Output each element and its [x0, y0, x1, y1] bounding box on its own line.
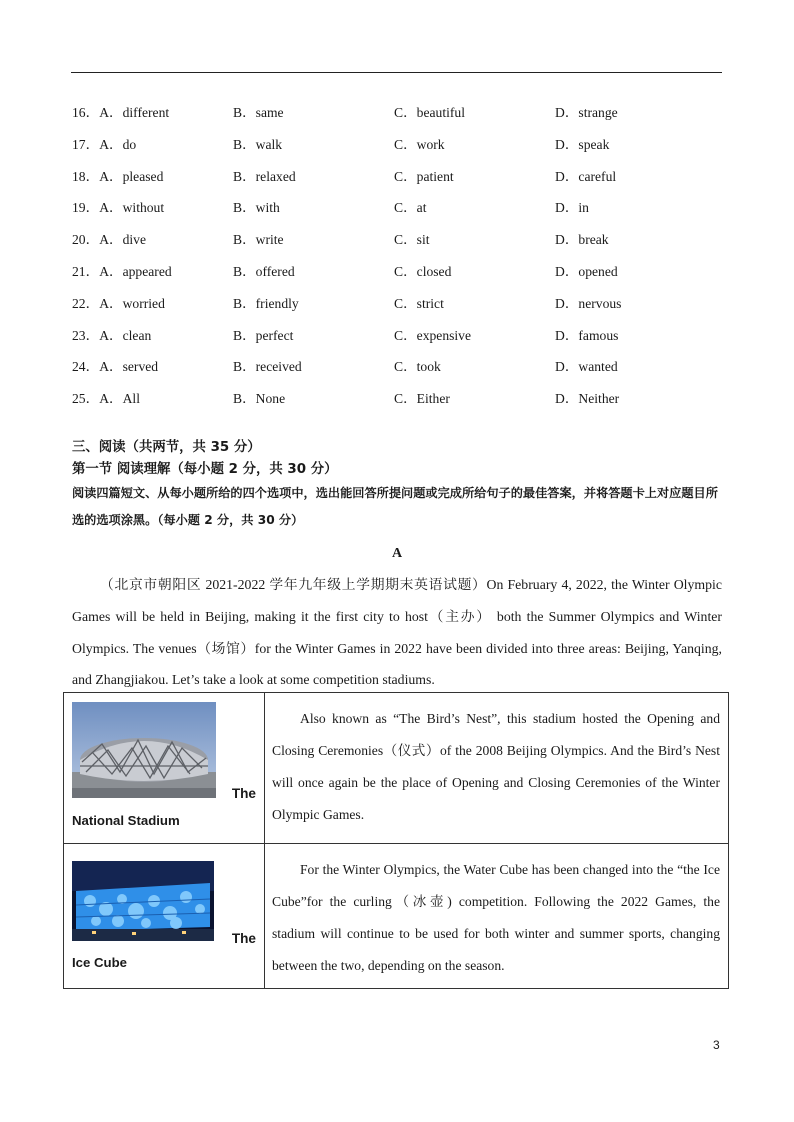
option-a-text: A．served	[99, 359, 159, 375]
question-number: 16．	[72, 105, 100, 120]
option-a-text: A．different	[99, 105, 170, 120]
option-b: B．received	[233, 359, 302, 375]
option-a	[72, 387, 140, 407]
option-d: D．strange	[555, 105, 618, 120]
question-number: 20．	[72, 232, 100, 248]
question-number: 23．	[72, 327, 100, 343]
option-d: D．break	[555, 232, 609, 248]
option-a	[72, 324, 151, 344]
option-c: C．sit	[394, 232, 430, 248]
option-d: D．famous	[555, 327, 619, 343]
question-row	[72, 131, 732, 163]
venue-the-label: The	[231, 931, 256, 946]
option-b: B．same	[233, 105, 284, 120]
option-b: B．walk	[233, 136, 283, 152]
question-row	[72, 163, 732, 195]
option-d: D．wanted	[555, 359, 618, 375]
question-row	[72, 385, 732, 417]
option-b: B．relaxed	[233, 168, 296, 184]
question-number: 24．	[72, 359, 100, 375]
option-d: D．Neither	[555, 391, 620, 407]
option-c: C．work	[394, 136, 445, 152]
option-a-text: A．pleased	[99, 168, 164, 184]
option-a-text: A．clean	[99, 327, 152, 343]
question-row	[72, 322, 732, 354]
option-a-text: A．dive	[99, 232, 147, 248]
option-a-text: A．worried	[99, 295, 165, 311]
option-a	[72, 260, 172, 280]
option-d: D．nervous	[555, 295, 622, 311]
option-d: D．opened	[555, 263, 618, 279]
subsection-title: 第一节 阅读理解（每小题 2 分，共 30 分）	[72, 462, 338, 477]
option-d: D．careful	[555, 168, 617, 184]
venue-name: National Stadium	[72, 813, 180, 828]
venue-name: Ice Cube	[72, 955, 127, 970]
option-a-text: A．appeared	[99, 263, 172, 279]
birds-nest-photo	[72, 702, 216, 798]
option-a-text: A．do	[99, 136, 137, 152]
option-a-text: A．without	[99, 200, 165, 216]
option-a	[72, 133, 136, 153]
header-rule	[71, 72, 722, 73]
answer-options	[72, 99, 732, 417]
option-a	[72, 196, 164, 216]
option-b: B．friendly	[233, 295, 299, 311]
instructions: 阅读四篇短文、从每小题所给的四个选项中，选出能回答所提问题或完成所给句子的最佳答案，并将答题卡上对应题目所选的选项涂黑。（每小题 2 分，共 30 分）	[72, 486, 718, 527]
option-c: C．Either	[394, 391, 450, 407]
passage-letter: A	[391, 546, 403, 561]
option-a	[72, 355, 158, 375]
option-d: D．in	[555, 200, 589, 216]
option-b: B．with	[233, 200, 280, 216]
option-a-text: A．All	[99, 391, 140, 407]
question-number: 19．	[72, 200, 100, 216]
venue-image-cell	[64, 693, 265, 844]
venues-table	[63, 692, 729, 989]
question-number: 17．	[72, 136, 100, 152]
option-c: C．took	[394, 359, 441, 375]
question-row	[72, 99, 732, 131]
table-row	[64, 844, 729, 989]
option-c: C．expensive	[394, 327, 472, 343]
option-b: B．offered	[233, 263, 295, 279]
option-a	[72, 292, 165, 312]
table-row	[64, 693, 729, 844]
question-number: 25．	[72, 391, 100, 407]
option-a	[72, 101, 169, 121]
option-c: C．at	[394, 200, 427, 216]
option-c: C．closed	[394, 263, 452, 279]
venue-description: For the Winter Olympics, the Water Cube has been changed into the “the Ice Cube”for the curling（冰壶) competition. Following the 2022 Games, the stadium will continue to be used for both winter and summer sports, changing between the two, depending on the season.	[265, 844, 729, 989]
option-c: C．patient	[394, 168, 454, 184]
water-cube-photo	[72, 861, 214, 941]
page-number: 3	[713, 1038, 720, 1052]
passage-intro: （北京市朝阳区 2021-2022 学年九年级上学期期末英语试题）On February 4, 2022, the Winter Olympic Games will be held in Beijing, making it the first city to host（主办） both the Summer Olympics and Winter Olympics. The venues（场馆）for the Winter Games in 2022 have been divided into three areas: Beijing, Yanqing, and Zhangjiakou. Let’s take a look at some competition stadiums.	[72, 577, 722, 688]
question-number: 18．	[72, 168, 100, 184]
option-b: B．perfect	[233, 327, 294, 343]
option-a	[72, 228, 146, 248]
question-row	[72, 194, 732, 226]
question-row	[72, 290, 732, 322]
question-number: 21．	[72, 263, 100, 279]
question-row	[72, 353, 732, 385]
option-b: B．None	[233, 391, 286, 407]
option-c: C．beautiful	[394, 105, 465, 120]
venue-description: Also known as “The Bird’s Nest”, this stadium hosted the Opening and Closing Ceremonies（仪式）of the 2008 Beijing Olympics. And the Bird’s Nest will once again be the place of Opening and Closing Ceremonies of the Winter Olympic Games.	[265, 693, 729, 844]
question-row	[72, 226, 732, 258]
section-title: 三、阅读（共两节，共 35 分）	[72, 440, 261, 455]
option-a	[72, 165, 163, 185]
venue-image-cell	[64, 844, 265, 989]
question-row	[72, 258, 732, 290]
venue-the-label: The	[231, 786, 256, 801]
option-b: B．write	[233, 232, 284, 248]
option-c: C．strict	[394, 295, 444, 311]
question-number: 22．	[72, 295, 100, 311]
option-d: D．speak	[555, 136, 610, 152]
